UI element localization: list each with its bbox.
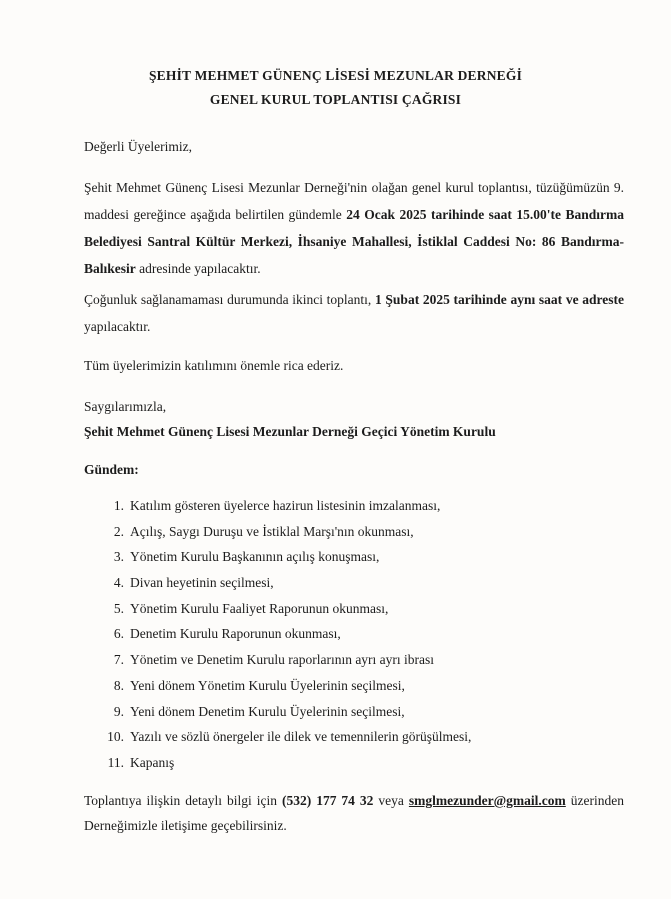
agenda-item-text: Yönetim Kurulu Başkanının açılış konuşması, bbox=[130, 549, 380, 565]
agenda-item-text: Yeni dönem Yönetim Kurulu Üyelerinin seçilmesi, bbox=[130, 677, 405, 693]
agenda-item bbox=[100, 755, 620, 781]
agenda-item bbox=[100, 498, 620, 524]
agenda-item bbox=[100, 678, 620, 704]
agenda-item-text: Yönetim ve Denetim Kurulu raporlarının ayrı ayrı ibrası bbox=[130, 652, 435, 668]
agenda-item-number: 9. bbox=[113, 703, 124, 719]
agenda-item-number: 11. bbox=[107, 754, 124, 770]
agenda-item-number: 4. bbox=[113, 575, 124, 591]
agenda-item-text: Yazılı ve sözlü önergeler ile dilek ve temennilerin görüşülmesi, bbox=[130, 729, 472, 745]
agenda-item-text: Divan heyetinin seçilmesi, bbox=[130, 575, 274, 591]
greeting: Değerli Üyelerimiz, bbox=[84, 139, 192, 154]
agenda-title: Gündem: bbox=[84, 462, 139, 477]
paragraph-text: Çoğunluk sağlanamaması durumunda ikinci toplantı, bbox=[84, 292, 375, 307]
agenda-item-number: 6. bbox=[113, 626, 124, 642]
agenda-item-number: 10. bbox=[107, 729, 124, 745]
agenda-item bbox=[100, 601, 620, 627]
agenda-item-text: Açılış, Saygı Duruşu ve İstiklal Marşı'nın okunması, bbox=[130, 523, 414, 539]
agenda-item-number: 3. bbox=[113, 549, 124, 565]
agenda-item-number: 7. bbox=[113, 652, 124, 668]
agenda-item-text: Yönetim Kurulu Faaliyet Raporunun okunması, bbox=[130, 600, 389, 616]
agenda-item-number: 8. bbox=[113, 677, 124, 693]
closing-salutation: Saygılarımızla, bbox=[84, 399, 167, 414]
agenda-list bbox=[100, 498, 620, 781]
second-meeting-date: 1 Şubat 2025 tarihinde aynı saat ve adreste bbox=[374, 292, 625, 307]
paragraph-text: yapılacaktır. bbox=[84, 319, 151, 334]
agenda-item bbox=[100, 549, 620, 575]
agenda-item bbox=[100, 729, 620, 755]
agenda-item bbox=[100, 652, 620, 678]
paragraph-text: adresinde yapılacaktır. bbox=[135, 261, 261, 276]
meeting-date-location: 24 Ocak 2025 tarihinde saat 15.00'te Bandırma Belediyesi Santral Kültür Merkezi, İhsaniye Mahallesi, İstiklal Caddesi No: 86 Bandırma-Balıkesir bbox=[84, 207, 624, 276]
paragraph-text: üzerinden Derneğimizle iletişime geçebilirsiniz. bbox=[84, 793, 625, 833]
agenda-item-number: 2. bbox=[113, 523, 124, 539]
contact-phone: (532) 177 74 32 bbox=[281, 793, 374, 808]
signer: Şehit Mehmet Günenç Lisesi Mezunlar Derneği Geçici Yönetim Kurulu bbox=[84, 424, 496, 439]
contact-email: smglmezunder@gmail.com bbox=[408, 793, 566, 808]
paragraph-text: Toplantıya ilişkin detaylı bilgi için bbox=[84, 793, 282, 808]
meeting-announcement-paragraph bbox=[84, 174, 624, 282]
second-meeting-paragraph bbox=[84, 286, 624, 340]
agenda-item-text: Denetim Kurulu Raporunun okunması, bbox=[130, 626, 341, 642]
agenda-item-number: 1. bbox=[113, 498, 124, 513]
agenda-item bbox=[100, 524, 620, 550]
agenda-item-text: Kapanış bbox=[130, 754, 175, 770]
contact-paragraph bbox=[84, 788, 624, 838]
agenda-item-text: Yeni dönem Denetim Kurulu Üyelerinin seçilmesi, bbox=[130, 703, 405, 719]
document-subtitle: GENEL KURUL TOPLANTISI ÇAĞRISI bbox=[209, 92, 462, 107]
paragraph-text: veya bbox=[373, 793, 409, 808]
agenda-item bbox=[100, 704, 620, 730]
agenda-item bbox=[100, 626, 620, 652]
agenda-item bbox=[100, 575, 620, 601]
document-title: ŞEHİT MEHMET GÜNENÇ LİSESİ MEZUNLAR DERNEĞİ bbox=[148, 68, 523, 83]
agenda-item-text: Katılım gösteren üyelerce hazirun listesinin imzalanması, bbox=[130, 498, 441, 513]
attendance-request: Tüm üyelerimizin katılımını önemle rica ederiz. bbox=[84, 358, 344, 373]
paragraph-text: Şehit Mehmet Günenç Lisesi Mezunlar Derneği'nin olağan genel kurul toplantısı, tüzüğümüzün 9. maddesi gereğince aşağıda belirtilen gündemle bbox=[84, 180, 624, 222]
agenda-item-number: 5. bbox=[113, 600, 124, 616]
